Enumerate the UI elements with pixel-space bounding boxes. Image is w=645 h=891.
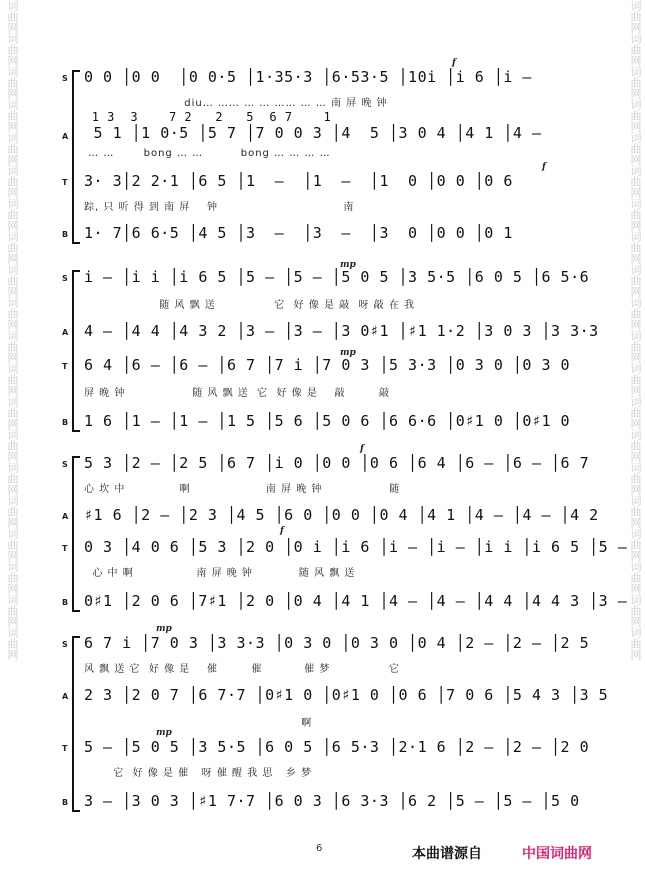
lyric-line: … … bong … … bong … … … …	[84, 148, 331, 159]
part-label: S	[62, 74, 68, 83]
part-label: A	[62, 692, 69, 701]
dynamic-marking: f	[360, 444, 364, 454]
system-brace	[72, 636, 80, 812]
part-label: B	[62, 418, 69, 427]
dynamic-marking: mp	[156, 728, 172, 738]
system-brace-bottom	[72, 430, 80, 432]
system-brace	[72, 70, 80, 244]
source-label: 本曲谱源自	[412, 846, 482, 862]
notation-line: 6 7 i │7 0 3 │3 3·3 │0 3 0 │0 3 0 │0 4 │2 – │2 – │2 5	[84, 634, 590, 652]
score-system-4	[62, 624, 609, 816]
lyric-line: 心 坎 中 啊 南 屏 晚 钟 随	[84, 484, 401, 495]
notation-line: 3· 3│2 2·1 │6 5 │1 – │1 – │1 0 │0 0 │0 6	[84, 172, 513, 190]
part-label: S	[62, 640, 68, 649]
notation-line: 2 3 │2 0 7 │6 7·7 │0♯1 0 │0♯1 0 │0 6 │7 0 6 │5 4 3 │3 5	[84, 686, 609, 704]
part-label: A	[62, 512, 69, 521]
notation-line: 1 6 │1 – │1 – │1 5 │5 6 │5 0 6 │6 6·6 │0♯1 0 │0♯1 0	[84, 412, 571, 430]
notation-line: 3 – │3 0 3 │♯1 7·7 │6 0 3 │6 3·3 │6 2 │5 – │5 – │5 0	[84, 792, 580, 810]
lyric-line: 踪, 只 听 得 到 南 屏 钟 南	[84, 202, 355, 213]
lyric-line: 它 好 像 是 催 呀 催 醒 我 思 乡 梦	[84, 768, 313, 779]
system-brace-bottom	[72, 810, 80, 812]
notation-line: 0♯1 │2 0 6 │7♯1 │2 0 │0 4 │4 1 │4 – │4 – │4 4 │4 4 3 │3 –	[84, 592, 628, 610]
watermark-left: 词曲网词曲网词曲网词曲网词曲网词曲网词曲网词曲网词曲网词曲网词曲网词曲网词曲网词曲网词曲网词曲网词曲网词曲网词曲网词曲网	[6, 0, 19, 660]
notation-line: 0 0 │0 0 │0 0·5 │1·35·3 │6·53·5 │10i │i 6 │i –	[84, 68, 532, 86]
dynamic-marking: mp	[340, 260, 356, 270]
system-brace-top	[72, 456, 80, 458]
notation-line: i – │i i │i 6 5 │5 – │5 – │5 0 5 │3 5·5 │6 0 5 │6 5·6	[84, 268, 590, 286]
lyric-line: 屏 晚 钟 随 风 飘 送 它 好 像 是 敲 敲	[84, 388, 390, 399]
part-label: T	[62, 362, 68, 371]
dynamic-marking: mp	[340, 348, 356, 358]
part-label: B	[62, 798, 69, 807]
part-label: T	[62, 744, 68, 753]
dynamic-marking: f	[280, 526, 284, 536]
system-brace	[72, 270, 80, 432]
system-brace-bottom	[72, 610, 80, 612]
part-label: T	[62, 544, 68, 553]
part-label: S	[62, 460, 68, 469]
notation-line: 5 1 │1 0·5 │5 7 │7 0 0 3 │4 5 │3 0 4 │4 1 │4 –	[84, 124, 542, 142]
lyric-line: diu… …… … … …… … … 南 屏 晚 钟	[84, 98, 388, 109]
lyric-line: 心 中 啊 南 屏 晚 钟 随 风 飘 送	[84, 568, 356, 579]
part-label: A	[62, 132, 69, 141]
source-site-link[interactable]: 中国词曲网	[522, 846, 592, 862]
notation-line: 0 3 │4 0 6 │5 3 │2 0 │0 i │i 6 │i – │i – │i i │i 6 5 │5 –	[84, 538, 628, 556]
notation-line: 1· 7│6 6·5 │4 5 │3 – │3 – │3 0 │0 0 │0 1	[84, 224, 513, 242]
dynamic-marking: f	[542, 162, 546, 172]
part-label: S	[62, 274, 68, 283]
notation-line: 5 3 │2 – │2 5 │6 7 │i 0 │0 0 │0 6 │6 4 │6 – │6 – │6 7	[84, 454, 590, 472]
part-label: B	[62, 598, 69, 607]
part-label: A	[62, 328, 69, 337]
notation-line: 5 – │5 0 5 │3 5·5 │6 0 5 │6 5·3 │2·1 6 │2 – │2 – │2 0	[84, 738, 590, 756]
part-label: B	[62, 230, 69, 239]
system-brace-bottom	[72, 242, 80, 244]
notation-line: 6 4 │6 – │6 – │6 7 │7 i │7 0 3 │5 3·3 │0 3 0 │0 3 0	[84, 356, 571, 374]
lyric-line: 啊	[84, 718, 313, 729]
page-number: 6	[316, 843, 323, 854]
harmony-upper-line: 1 3 3 7 2 2 5 6 7 1	[84, 110, 332, 124]
notation-line: ♯1 6 │2 – │2 3 │4 5 │6 0 │0 0 │0 4 │4 1 │4 – │4 – │4 2	[84, 506, 599, 524]
system-brace	[72, 456, 80, 612]
system-brace-top	[72, 70, 80, 72]
system-brace-top	[72, 636, 80, 638]
score-system-2	[62, 260, 599, 436]
system-brace-top	[72, 270, 80, 272]
watermark-right: 词曲网词曲网词曲网词曲网词曲网词曲网词曲网词曲网词曲网词曲网词曲网词曲网词曲网词曲网词曲网词曲网词曲网词曲网词曲网词曲网	[629, 0, 642, 660]
lyric-line: 风 飘 送 它 好 像 是 催 催 催 梦 它	[84, 664, 400, 675]
score-system-1	[62, 58, 570, 248]
dynamic-marking: mp	[156, 624, 172, 634]
notation-line: 4 – │4 4 │4 3 2 │3 – │3 – │3 0♯1 │♯1 1·2 │3 0 3 │3 3·3	[84, 322, 599, 340]
part-label: T	[62, 178, 68, 187]
lyric-line: 随 风 飘 送 它 好 像 是 敲 呀 敲 在 我	[84, 300, 416, 311]
dynamic-marking: f	[452, 58, 456, 68]
score-system-3	[62, 444, 628, 616]
